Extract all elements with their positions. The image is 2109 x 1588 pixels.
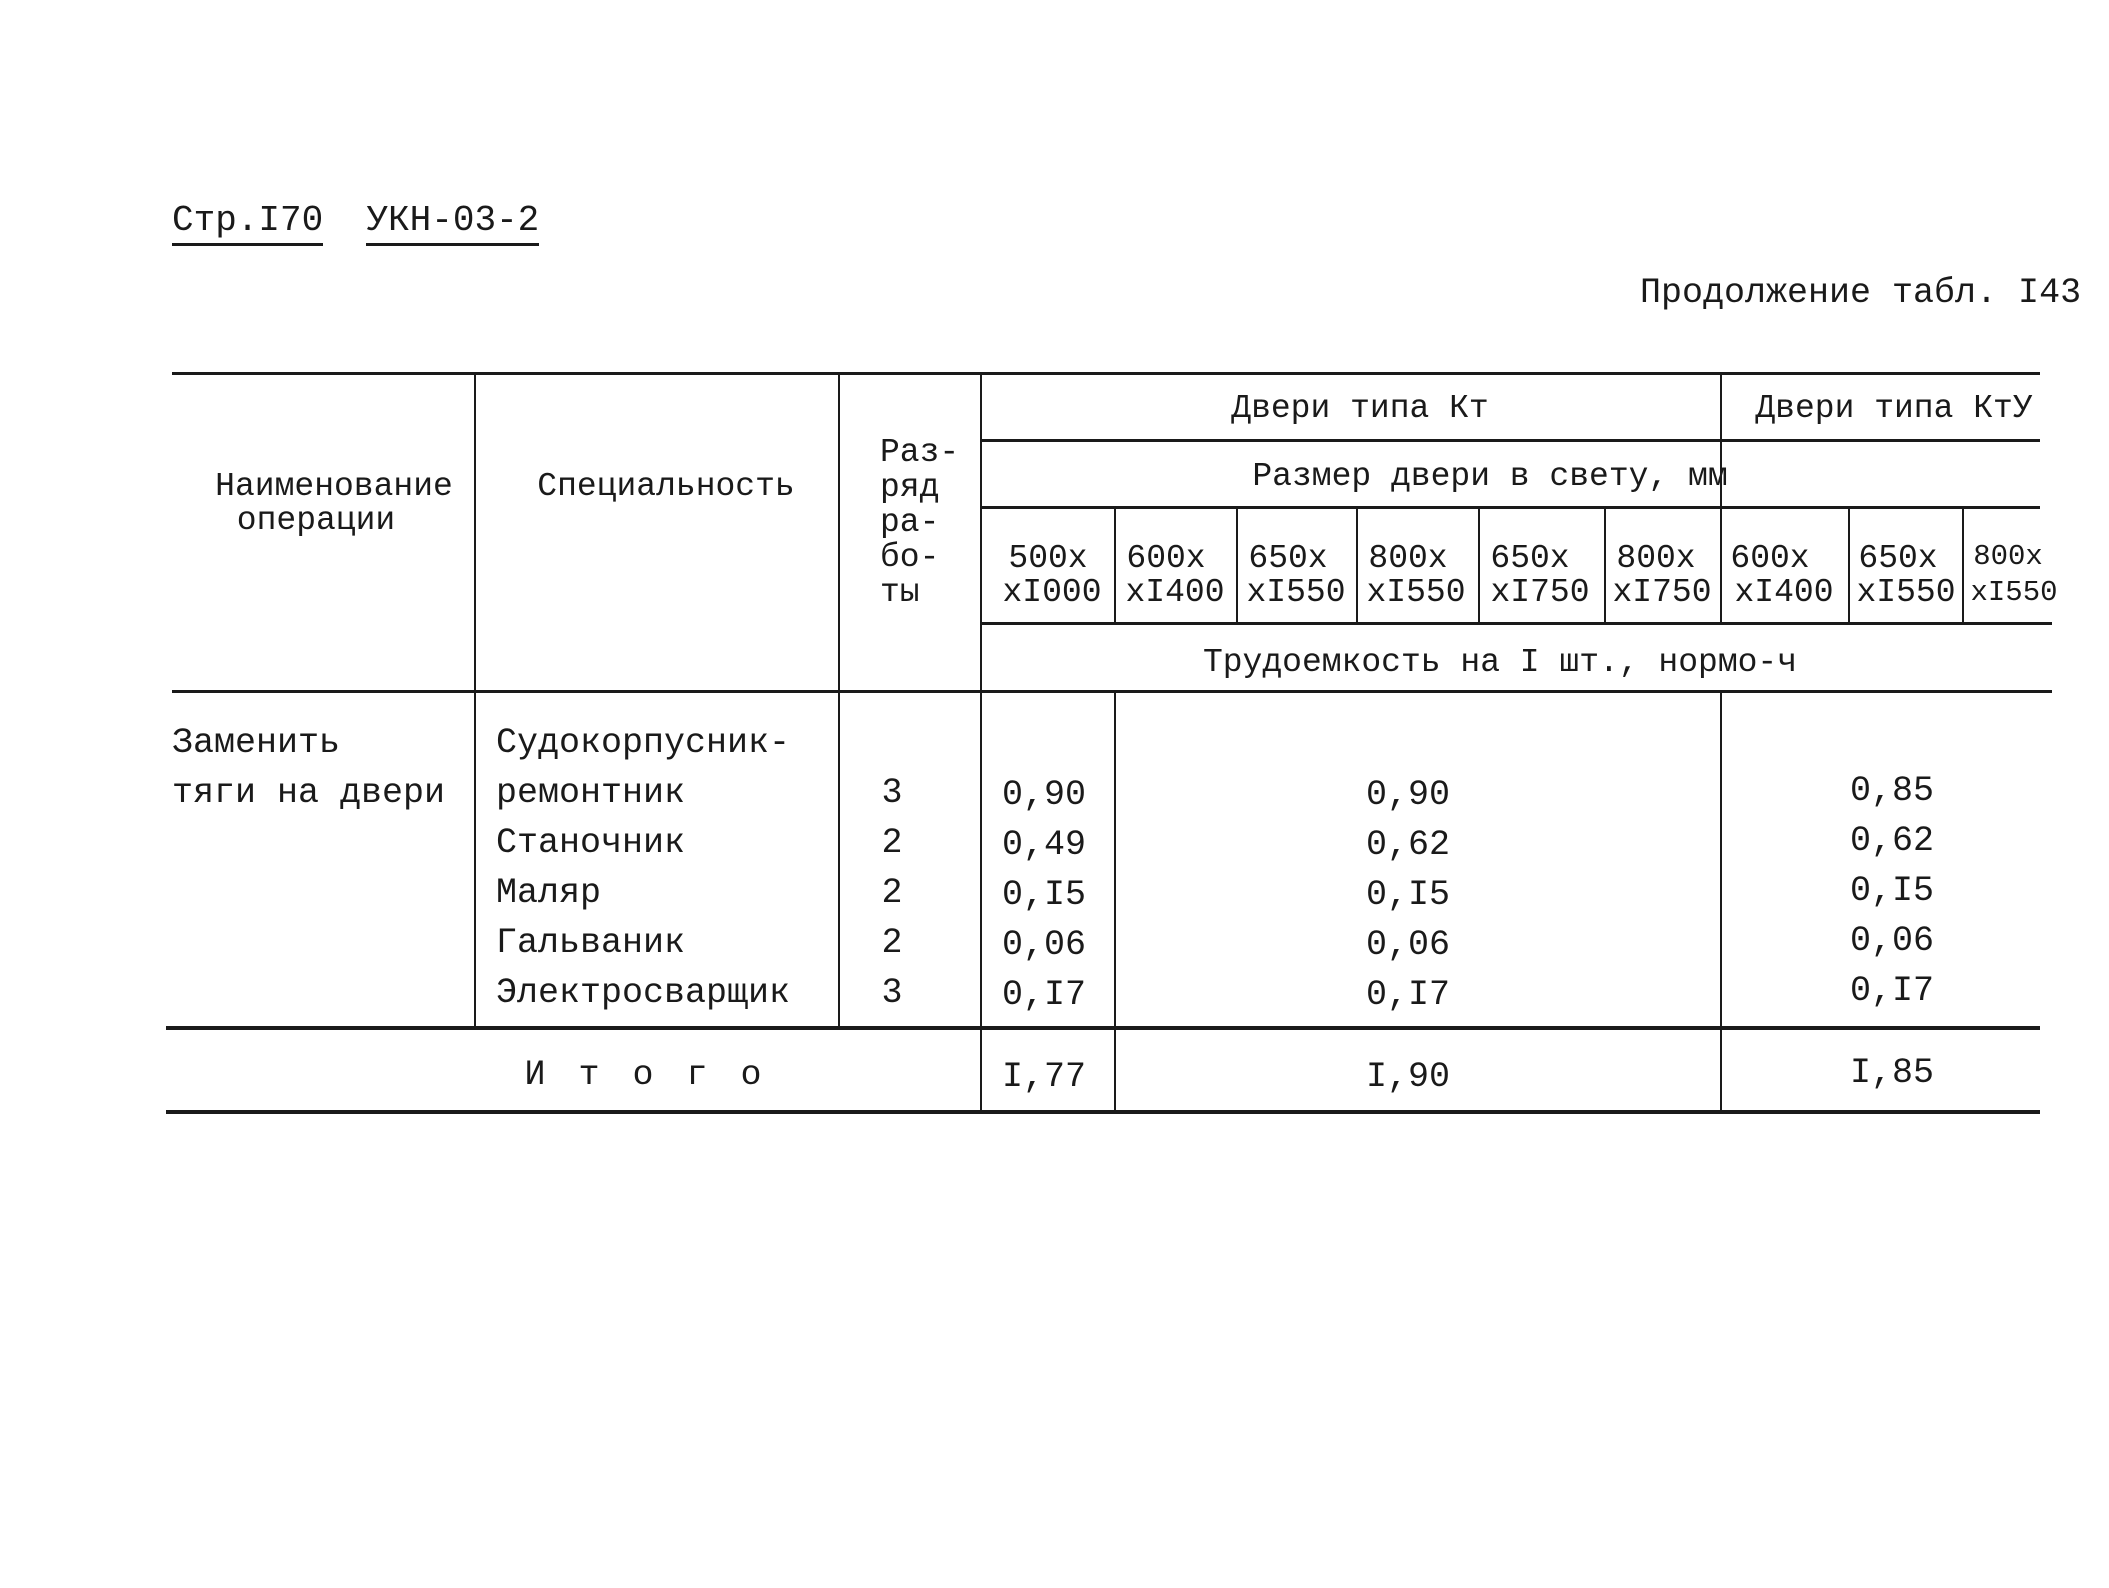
col-header-grade-5: ты bbox=[880, 574, 920, 611]
rule-under-sizes bbox=[982, 622, 2052, 625]
row-value-kty: 0,06 bbox=[1849, 921, 1935, 961]
col-header-grade-1: Раз- bbox=[880, 434, 960, 471]
rule-v-size-8 bbox=[1962, 506, 1964, 622]
row-value-500: 0,49 bbox=[1001, 825, 1087, 865]
operation-name-2: тяги на двери bbox=[172, 773, 446, 813]
size-7-bottom: xI400 bbox=[1734, 574, 1834, 611]
page-ref: Стр.I70 bbox=[172, 200, 323, 246]
row-value-500: 0,06 bbox=[1001, 925, 1087, 965]
rule-v-operation bbox=[474, 372, 476, 1028]
row-grade: 2 bbox=[881, 923, 903, 963]
rule-under-groups bbox=[982, 439, 2040, 442]
page-header bbox=[172, 200, 539, 241]
row-value-kty: 0,85 bbox=[1849, 771, 1935, 811]
rule-v-size-2 bbox=[1236, 506, 1238, 622]
row-specialty: Станочник bbox=[496, 823, 686, 863]
row-specialty: Маляр bbox=[496, 873, 602, 913]
row-grade: 2 bbox=[881, 873, 903, 913]
total-value-kty: I,85 bbox=[1849, 1053, 1935, 1093]
size-6-bottom: xI750 bbox=[1612, 574, 1712, 611]
size-1-bottom: xI000 bbox=[1002, 574, 1102, 611]
rule-v-grade bbox=[980, 372, 982, 1112]
rule-header-bottom bbox=[172, 690, 2052, 693]
total-value-500: I,77 bbox=[1001, 1057, 1087, 1097]
row-value-500: 0,I7 bbox=[1001, 975, 1087, 1015]
labor-caption: Трудоемкость на I шт., нормо-ч bbox=[1202, 644, 1798, 681]
row-value-500: 0,I5 bbox=[1001, 875, 1087, 915]
size-3-top: 650x bbox=[1248, 540, 1328, 577]
rule-v-specialty bbox=[838, 372, 840, 1028]
size-2-top: 600x bbox=[1126, 540, 1206, 577]
col-header-grade-3: ра- bbox=[880, 504, 940, 541]
row-value-kty: 0,I7 bbox=[1849, 971, 1935, 1011]
col-header-grade-2: ряд bbox=[880, 469, 940, 506]
group-header-kt: Двери типа Кт bbox=[1231, 390, 1489, 427]
col-header-grade-4: бо- bbox=[880, 539, 940, 576]
size-6-top: 800x bbox=[1616, 540, 1696, 577]
size-5-bottom: xI750 bbox=[1490, 574, 1590, 611]
size-2-bottom: xI400 bbox=[1125, 574, 1225, 611]
size-1-top: 500x bbox=[1008, 540, 1088, 577]
row-value-kty: 0,I5 bbox=[1849, 871, 1935, 911]
size-3-bottom: xI550 bbox=[1246, 574, 1346, 611]
row-value-kty: 0,62 bbox=[1849, 821, 1935, 861]
row-specialty: ремонтник bbox=[496, 773, 686, 813]
size-4-bottom: xI550 bbox=[1366, 574, 1466, 611]
rule-under-size-caption bbox=[982, 506, 2040, 509]
row-specialty: Электросварщик bbox=[496, 973, 791, 1013]
rule-v-size-3 bbox=[1356, 506, 1358, 622]
size-4-top: 800x bbox=[1368, 540, 1448, 577]
row-grade: 3 bbox=[881, 773, 903, 813]
row-value-kt: 0,I5 bbox=[1365, 875, 1451, 915]
table-continuation: Продолжение табл. I43 bbox=[1640, 273, 2082, 313]
row-value-kt: 0,I7 bbox=[1365, 975, 1451, 1015]
rule-above-total bbox=[166, 1026, 2040, 1030]
row-value-500: 0,90 bbox=[1001, 775, 1087, 815]
rule-v-size-7 bbox=[1848, 506, 1850, 622]
rule-v-size-5 bbox=[1604, 506, 1606, 622]
specialty-line-0: Судокорпусник- bbox=[496, 723, 791, 763]
size-5-top: 650x bbox=[1490, 540, 1570, 577]
row-value-kt: 0,62 bbox=[1365, 825, 1451, 865]
rule-v-size-6 bbox=[1720, 506, 1722, 622]
total-value-kt: I,90 bbox=[1365, 1057, 1451, 1097]
size-9-bottom: xI550 bbox=[1970, 576, 2058, 609]
size-8-top: 650x bbox=[1858, 540, 1938, 577]
doc-code: УКН-03-2 bbox=[366, 200, 539, 246]
rule-bottom bbox=[166, 1110, 2040, 1114]
size-9-top: 800x bbox=[1973, 540, 2043, 573]
row-value-kt: 0,90 bbox=[1365, 775, 1451, 815]
rule-v-size-4 bbox=[1478, 506, 1480, 622]
rule-v-body-kt bbox=[1114, 692, 1116, 1112]
row-grade: 3 bbox=[881, 973, 903, 1013]
col-header-operation-1: Наименование bbox=[215, 468, 453, 505]
row-specialty: Гальваник bbox=[496, 923, 686, 963]
group-header-kty: Двери типа КтУ bbox=[1755, 390, 2033, 427]
row-grade: 2 bbox=[881, 823, 903, 863]
rule-top bbox=[172, 372, 2040, 375]
size-8-bottom: xI550 bbox=[1856, 574, 1956, 611]
operation-name-1: Заменить bbox=[172, 723, 341, 763]
col-header-specialty: Специальность bbox=[537, 468, 795, 505]
size-7-top: 600x bbox=[1730, 540, 1810, 577]
col-header-operation-2: операции bbox=[236, 502, 396, 539]
rule-v-body-kty bbox=[1720, 692, 1722, 1112]
total-label: И т о г о bbox=[524, 1055, 768, 1095]
rule-v-size-1 bbox=[1114, 506, 1116, 622]
row-value-kt: 0,06 bbox=[1365, 925, 1451, 965]
size-caption: Размер двери в свету, мм bbox=[1252, 458, 1728, 495]
